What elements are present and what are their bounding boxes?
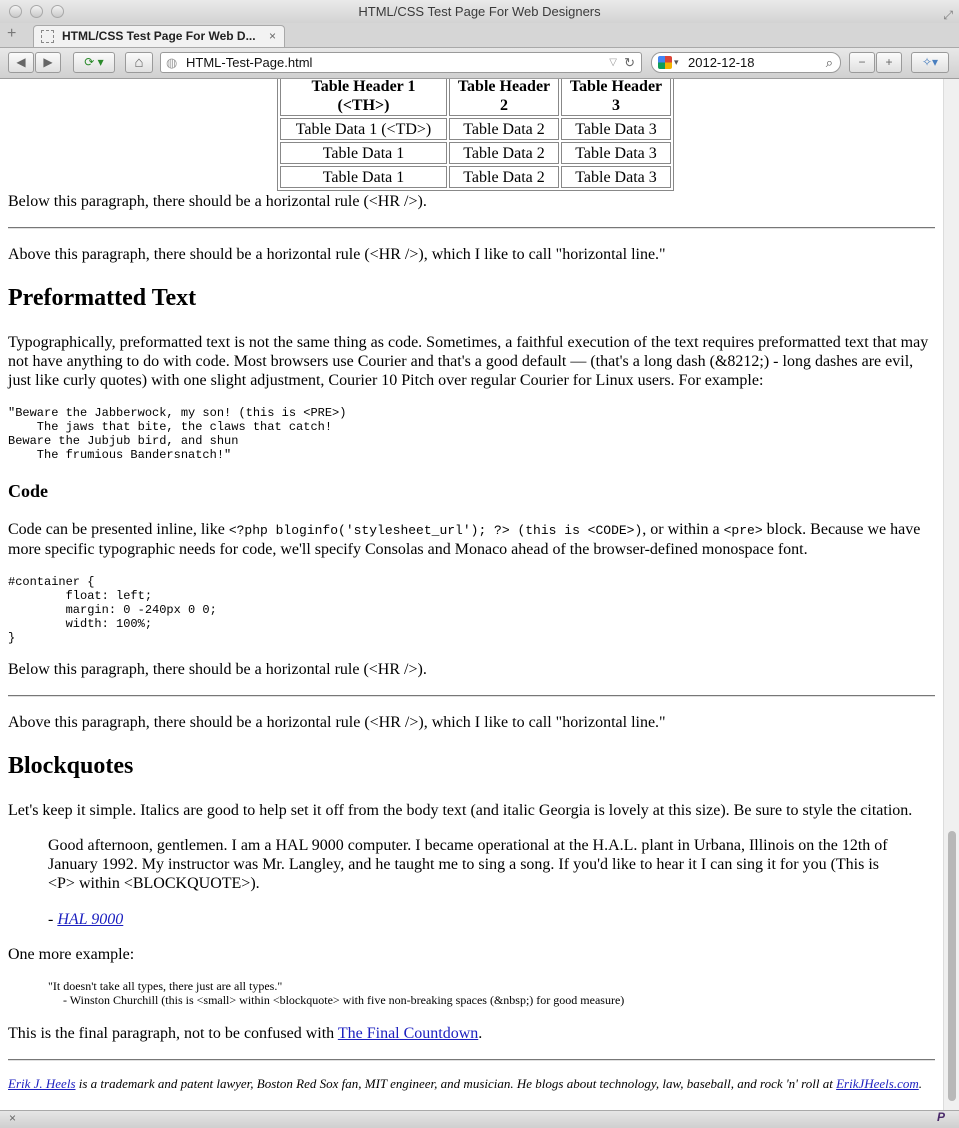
home-icon: ⌂: [134, 54, 144, 71]
url-history-dropdown-icon[interactable]: ▽: [609, 57, 617, 68]
final-text-end: .: [478, 1025, 483, 1042]
author-link[interactable]: Erik J. Heels: [8, 1076, 76, 1091]
table-cell: Table Data 2: [449, 118, 559, 140]
footer: [8, 1076, 938, 1092]
hr-above-paragraph: Above this paragraph, there should be a horizontal rule (<HR />), which I like to call "horizontal line.": [8, 246, 666, 263]
preformatted-intro: Typographically, preformatted text is not the same thing as code. Sometimes, a faithful execution of the text requires preformatted text that may not have anything to do with code. Most browsers use Courier and that's a good default — (that's a long dash (&8212;) - long dashes are evil, just like curly quotes) with one slight adjustment, Courier 10 Pitch over regular Courier for Linux users. For example:: [8, 334, 929, 389]
forward-button[interactable]: [35, 52, 61, 73]
small-quote-citation: - Winston Churchill (this is <small> within <blockquote> with five non-breaking spaces (&nbsp;) for good measure): [63, 993, 625, 1007]
table-cell: Table Data 1: [280, 166, 447, 188]
preformatted-heading: Preformatted Text: [8, 285, 197, 311]
footer-end: .: [918, 1076, 923, 1091]
window-title: HTML/CSS Test Page For Web Designers: [358, 4, 601, 19]
reload-dropdown-button[interactable]: [73, 52, 115, 73]
plus-icon: +: [885, 55, 893, 69]
home-button[interactable]: [125, 52, 153, 73]
zoom-in-button[interactable]: [876, 52, 902, 73]
search-icon[interactable]: ⌕: [825, 55, 833, 70]
footer-text: is a trademark and patent lawyer, Boston Red Sox fan, MIT engineer, and musician. He blogs about technology, law, baseball, and rock 'n' roll at: [75, 1076, 837, 1091]
reload-icon[interactable]: ↻: [624, 55, 635, 70]
footer-rule: [8, 1059, 935, 1061]
blockquote: [48, 836, 898, 893]
table-cell: Table Data 3: [561, 142, 671, 164]
table-cell: Table Data 3: [561, 166, 671, 188]
table-cell: Table Data 2: [449, 166, 559, 188]
code-intro: [8, 520, 938, 559]
horizontal-rule: [8, 695, 935, 697]
citation-prefix: -: [48, 911, 58, 928]
close-window-button[interactable]: [9, 5, 22, 18]
new-tab-button[interactable]: +: [7, 25, 17, 42]
url-bar[interactable]: [160, 52, 642, 73]
engine-dropdown-icon[interactable]: ▾: [674, 57, 679, 67]
url-text[interactable]: HTML-Test-Page.html: [186, 55, 313, 70]
hal-9000-link[interactable]: HAL 9000: [57, 911, 124, 928]
blockquotes-heading: Blockquotes: [8, 753, 134, 779]
table-cell: Table Data 1 (<TD>): [280, 118, 447, 140]
table-header-cell: Table Header 2: [449, 79, 559, 116]
status-bar: [0, 1110, 959, 1128]
navigation-toolbar: [0, 48, 959, 79]
back-arrow-icon: ◀: [16, 55, 26, 69]
hr-below-paragraph: Below this paragraph, there should be a horizontal rule (<HR />).: [8, 193, 427, 210]
addon-icon: ✧▾: [921, 55, 939, 69]
search-bar[interactable]: [651, 52, 841, 73]
zoom-out-button[interactable]: [849, 52, 875, 73]
table-header-cell: Table Header 1 (<TH>): [280, 79, 447, 116]
small-quote-text: "It doesn't take all types, there just are all types.": [48, 979, 283, 993]
table-cell: Table Data 1: [280, 142, 447, 164]
table-row: [280, 142, 671, 164]
horizontal-rule: [8, 227, 935, 229]
test-table: [277, 79, 674, 191]
table-row: [280, 166, 671, 188]
final-text: This is the final paragraph, not to be confused with: [8, 1025, 338, 1042]
window-titlebar: [0, 0, 959, 23]
tab-close-button[interactable]: ×: [268, 29, 276, 43]
blockquote-text: Good afternoon, gentlemen. I am a HAL 9000 computer. I became operational at the H.A.L. plant in Urbana, Illinois on the 12th of January 1992. My instructor was Mr. Langley, and he taught me to sing a song. If you'd like to hear it I can sing it for you (This is <P> within <BLOCKQUOTE>).: [48, 837, 888, 892]
table-cell: Table Data 2: [449, 142, 559, 164]
minus-icon: −: [858, 55, 866, 69]
code-intro-text: block. Because we have more specific typographic needs for code, we'll specify Consolas and Monaco ahead of the browser-defined monospace font.: [8, 521, 921, 558]
page-favicon-icon: [41, 30, 54, 43]
plugin-status-icon[interactable]: P: [936, 1110, 945, 1124]
forward-arrow-icon: ▶: [43, 55, 53, 69]
table-row: [280, 118, 671, 140]
scrollbar-thumb[interactable]: [948, 831, 956, 1101]
table-header-row: [280, 79, 671, 116]
one-more-paragraph: One more example:: [8, 946, 135, 963]
google-search-engine-icon[interactable]: [658, 56, 672, 69]
search-input[interactable]: 2012-12-18: [688, 55, 755, 70]
close-status-icon[interactable]: ×: [9, 1111, 17, 1125]
minimize-window-button[interactable]: [30, 5, 43, 18]
addon-button[interactable]: [911, 52, 949, 73]
code-heading: Code: [8, 481, 48, 501]
preformatted-block: "Beware the Jabberwock, my son! (this is <PRE>) The jaws that bite, the claws that catch! Beware the Jubjub bird, and shun The frumious Bandersnatch!": [8, 406, 347, 462]
window-controls: [9, 5, 64, 18]
table-cell: Table Data 3: [561, 118, 671, 140]
inline-code: <pre>: [723, 523, 763, 538]
code-intro-text: Code can be presented inline, like: [8, 521, 229, 538]
zoom-window-button[interactable]: [51, 5, 64, 18]
page-content: [0, 79, 943, 1110]
tab-title: HTML/CSS Test Page For Web D...: [62, 29, 256, 43]
blockquote-citation: [48, 910, 898, 929]
code-block: #container { float: left; margin: 0 -240px 0 0; width: 100%; }: [8, 575, 217, 645]
small-blockquote: [48, 979, 898, 1007]
vertical-scrollbar[interactable]: [943, 79, 959, 1110]
final-countdown-link[interactable]: The Final Countdown: [337, 1025, 479, 1042]
blockquotes-intro: Let's keep it simple. Italics are good to help set it off from the body text (and italic Georgia is lovely at this size). Be sure to style the citation.: [8, 802, 913, 819]
website-link[interactable]: ErikJHeels.com: [836, 1076, 919, 1091]
globe-icon: ◍: [166, 55, 178, 70]
table-header-cell: Table Header 3: [561, 79, 671, 116]
tab-active[interactable]: [33, 25, 285, 47]
inline-code: <?php bloginfo('stylesheet_url'); ?> (this is <CODE>): [228, 523, 643, 538]
hr-above-paragraph: Above this paragraph, there should be a horizontal rule (<HR />), which I like to call "horizontal line.": [8, 714, 666, 731]
code-intro-text: , or within a: [642, 521, 724, 538]
tab-bar: [0, 23, 959, 48]
back-button[interactable]: [8, 52, 34, 73]
green-arrow-icon: ⟳ ▾: [84, 55, 104, 69]
fullscreen-icon[interactable]: ⤢: [943, 8, 953, 22]
final-paragraph: [8, 1024, 938, 1043]
hr-below-paragraph: Below this paragraph, there should be a horizontal rule (<HR />).: [8, 661, 427, 678]
